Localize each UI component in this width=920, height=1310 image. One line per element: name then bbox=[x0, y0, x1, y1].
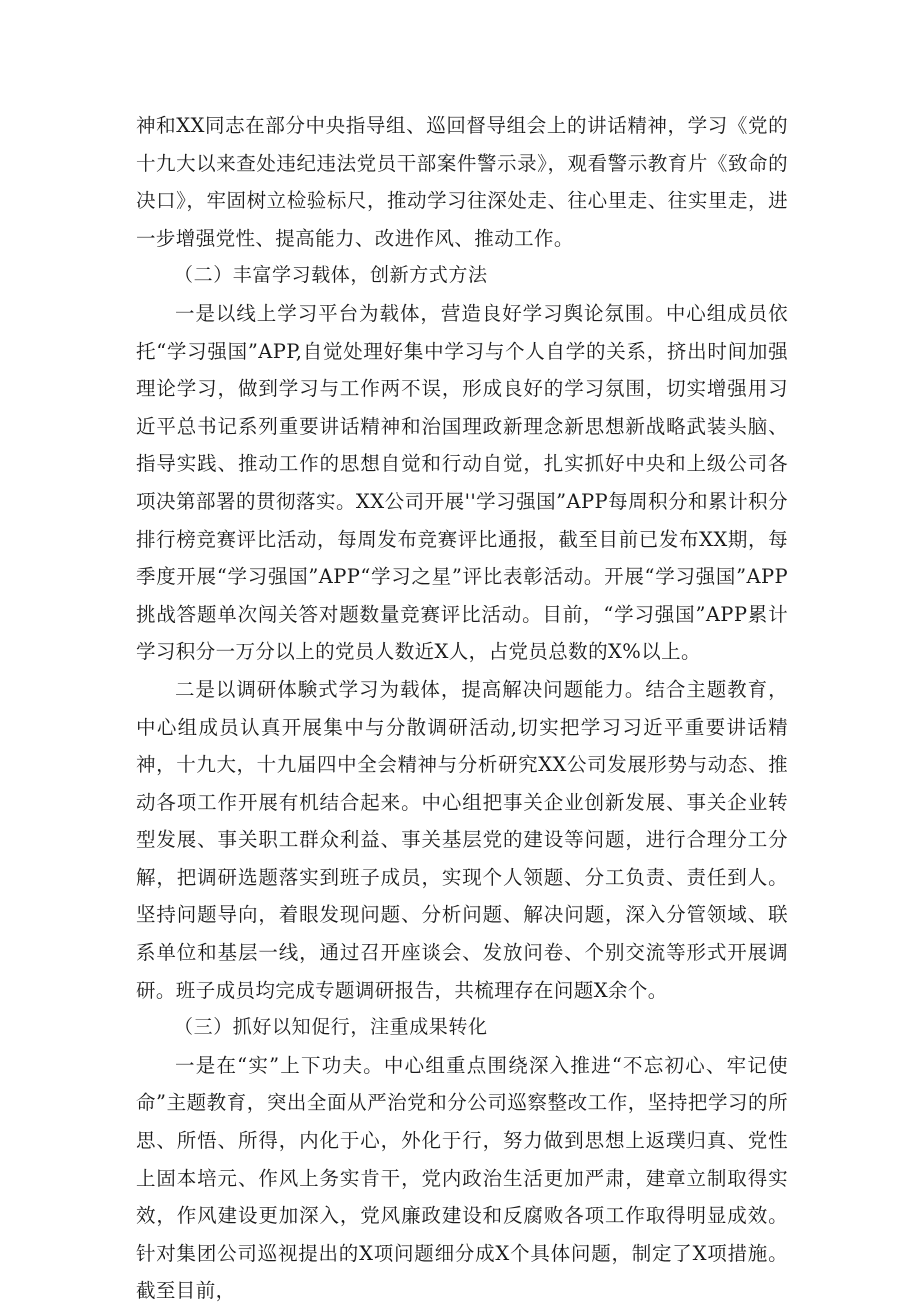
section-heading-3: （三）抓好以知促行，注重成果转化 bbox=[174, 1016, 488, 1039]
paragraph-continuation: 神和XX同志在部分中央指导组、巡回督导组会上的讲话精神，学习《党的十九大以来查处违纪违法党员干部案件警示录》，观看警示教育片《致命的决口》，牢固树立检验标尺，推动学习往深处走、往心里走、往实里走，进一步增强党性、提高能力、改进作风、推动工作。 bbox=[136, 114, 788, 250]
paragraph-research-learning: 二是以调研体験式学习为载体，提高解决问题能力。结合主题教育，中心组成员认真开展集中与分散调研活动,切实把学习习近平重要讲话精神，十九大，十九届四中全会精神与分析研究XX公司发展形势与动态、推动各项工作开展有机结合起来。中心组把事关企业创新发展、事关企业转型发展、事关职工群众利益、事关基层党的建设等问题，进行合理分工分解，把调研选题落实到班子成员，实现个人领题、分工负责、责任到人。坚持问题导向，着眼发现问题、分析问题、解决问题，深入分管领域、联系单位和基层一线，通过召开座谈会、发放问卷、个别交流等形式开展调研。班子成员均完成专题调研报告，共梳理存在问题X余个。 bbox=[136, 677, 788, 1002]
document-body bbox=[136, 107, 788, 1310]
paragraph-practice: 一是在“实”上下功夫。中心组重点围绕深入推进“不忘初心、牢记使命”主题教育，突出全面从严治党和分公司巡察整改工作，坚持把学习的所思、所悟、所得，内化于心，外化于行，努力做到思想上返璞归真、党性上固本培元、作风上务实肯干，党内政治生活更加严肃，建章立制取得实效，作风建设更加深入，党风廉政建设和反腐败各项工作取得明显成效。针对集团公司巡视提出的X项问题细分成X个具体问题，制定了X项措施。截至目前， bbox=[136, 1053, 788, 1303]
paragraph-online-learning: 一是以线上学习平台为载体，营造良好学习舆论氛围。中心组成员依托“学习强国”APP,自觉处理好集中学习与个人自学的关系，挤出时间加强理论学习，做到学习与工作两不误，形成良好的学习氛围，切实增强用习近平总书记系列重要讲话精神和治国理政新理念新思想新战略武装头脑、指导实践、推动工作的思想自觉和行动自觉，扎实抓好中央和上级公司各项决第部署的贯彻落实。XX公司开展''学习强国”APP每周积分和累计积分排行榜竞赛评比活动，每周发布竞赛评比通报，截至目前已发布XX期，每季度开展“学习强国”APP“学习之星”评比表彰活动。开展“学习强国”APP挑战答题单次闯关答对题数量竞赛评比活动。目前，“学习强国”APP累计学习积分一万分以上的党员人数近X人，占党员总数的X%以上。 bbox=[136, 301, 788, 664]
section-heading-2: （二）丰富学习载体，创新方式方法 bbox=[174, 264, 488, 287]
